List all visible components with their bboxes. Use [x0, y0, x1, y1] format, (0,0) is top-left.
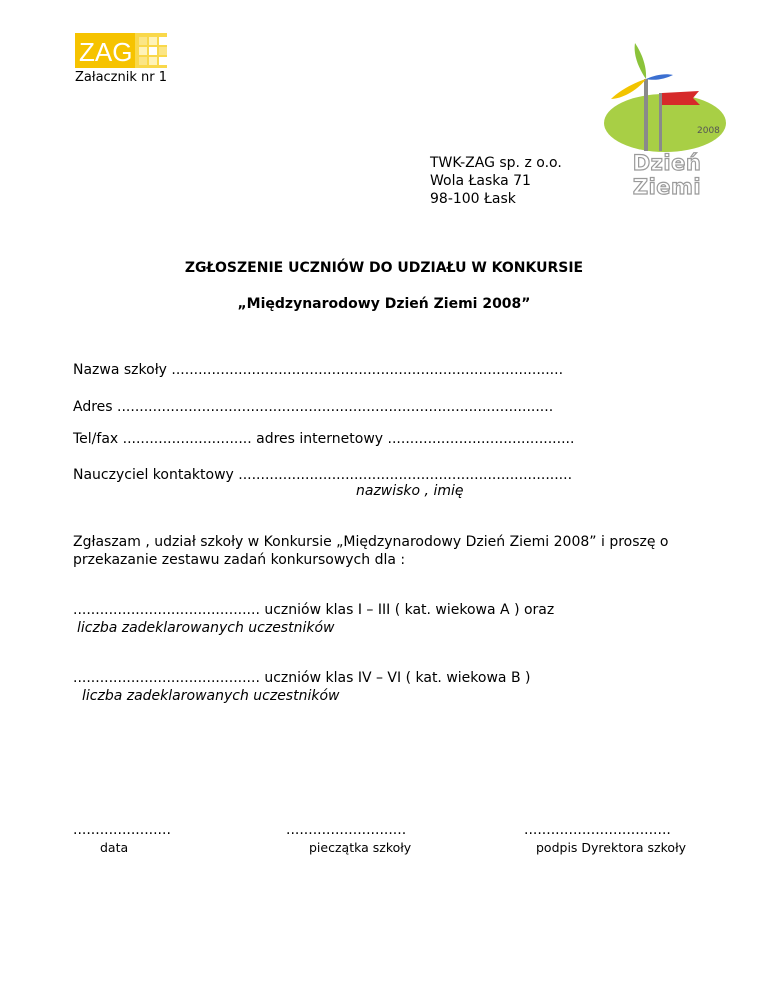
svg-text:2008: 2008	[697, 126, 720, 136]
date-label: data	[100, 840, 129, 855]
school-name-field: Nazwa szkoły ........................................................................................	[73, 362, 564, 378]
declaration-line-1: Zgłaszam , udział szkoły w Konkursie „Międzynarodowy Dzień Ziemi 2008” i proszę o	[73, 534, 669, 550]
form-subheading: „Międzynarodowy Dzień Ziemi 2008”	[237, 296, 531, 312]
earth-day-title: Dzień Ziemi	[632, 151, 702, 199]
telfax-website-field: Tel/fax ............................. adres internetowy ..........................................	[73, 431, 575, 447]
attachment-label: Załacznik nr 1	[75, 70, 168, 85]
svg-text:ZAG: ZAG	[79, 37, 133, 67]
earth-day-logo	[603, 35, 731, 199]
teacher-hint: nazwisko , imię	[356, 483, 464, 499]
address-field: Adres ..................................................................................................	[73, 399, 554, 415]
recipient-street: Wola Łaska 71	[430, 173, 531, 189]
director-dots: .................................	[524, 822, 671, 838]
recipient-city: 98-100 Łask	[430, 191, 516, 207]
category-b-line: .......................................... uczniów klas IV – VI ( kat. wiekowa B )	[73, 670, 531, 686]
teacher-field: Nauczyciel kontaktowy ...........................................................................	[73, 467, 573, 483]
category-a-hint: liczba zadeklarowanych uczestników	[77, 620, 335, 636]
recipient-company: TWK-ZAG sp. z o.o.	[430, 155, 562, 171]
category-a-line: .......................................... uczniów klas I – III ( kat. wiekowa A ) oraz	[73, 602, 555, 618]
category-b-hint: liczba zadeklarowanych uczestników	[82, 688, 340, 704]
stamp-label: pieczątka szkoły	[309, 840, 412, 855]
date-dots: ......................	[73, 822, 171, 838]
director-label: podpis Dyrektora szkoły	[536, 840, 687, 855]
stamp-dots: ...........................	[286, 822, 407, 838]
zag-logo	[75, 33, 167, 68]
form-heading: ZGŁOSZENIE UCZNIÓW DO UDZIAŁU W KONKURSIE	[184, 260, 584, 276]
declaration-line-2: przekazanie zestawu zadań konkursowych dla :	[73, 552, 406, 568]
